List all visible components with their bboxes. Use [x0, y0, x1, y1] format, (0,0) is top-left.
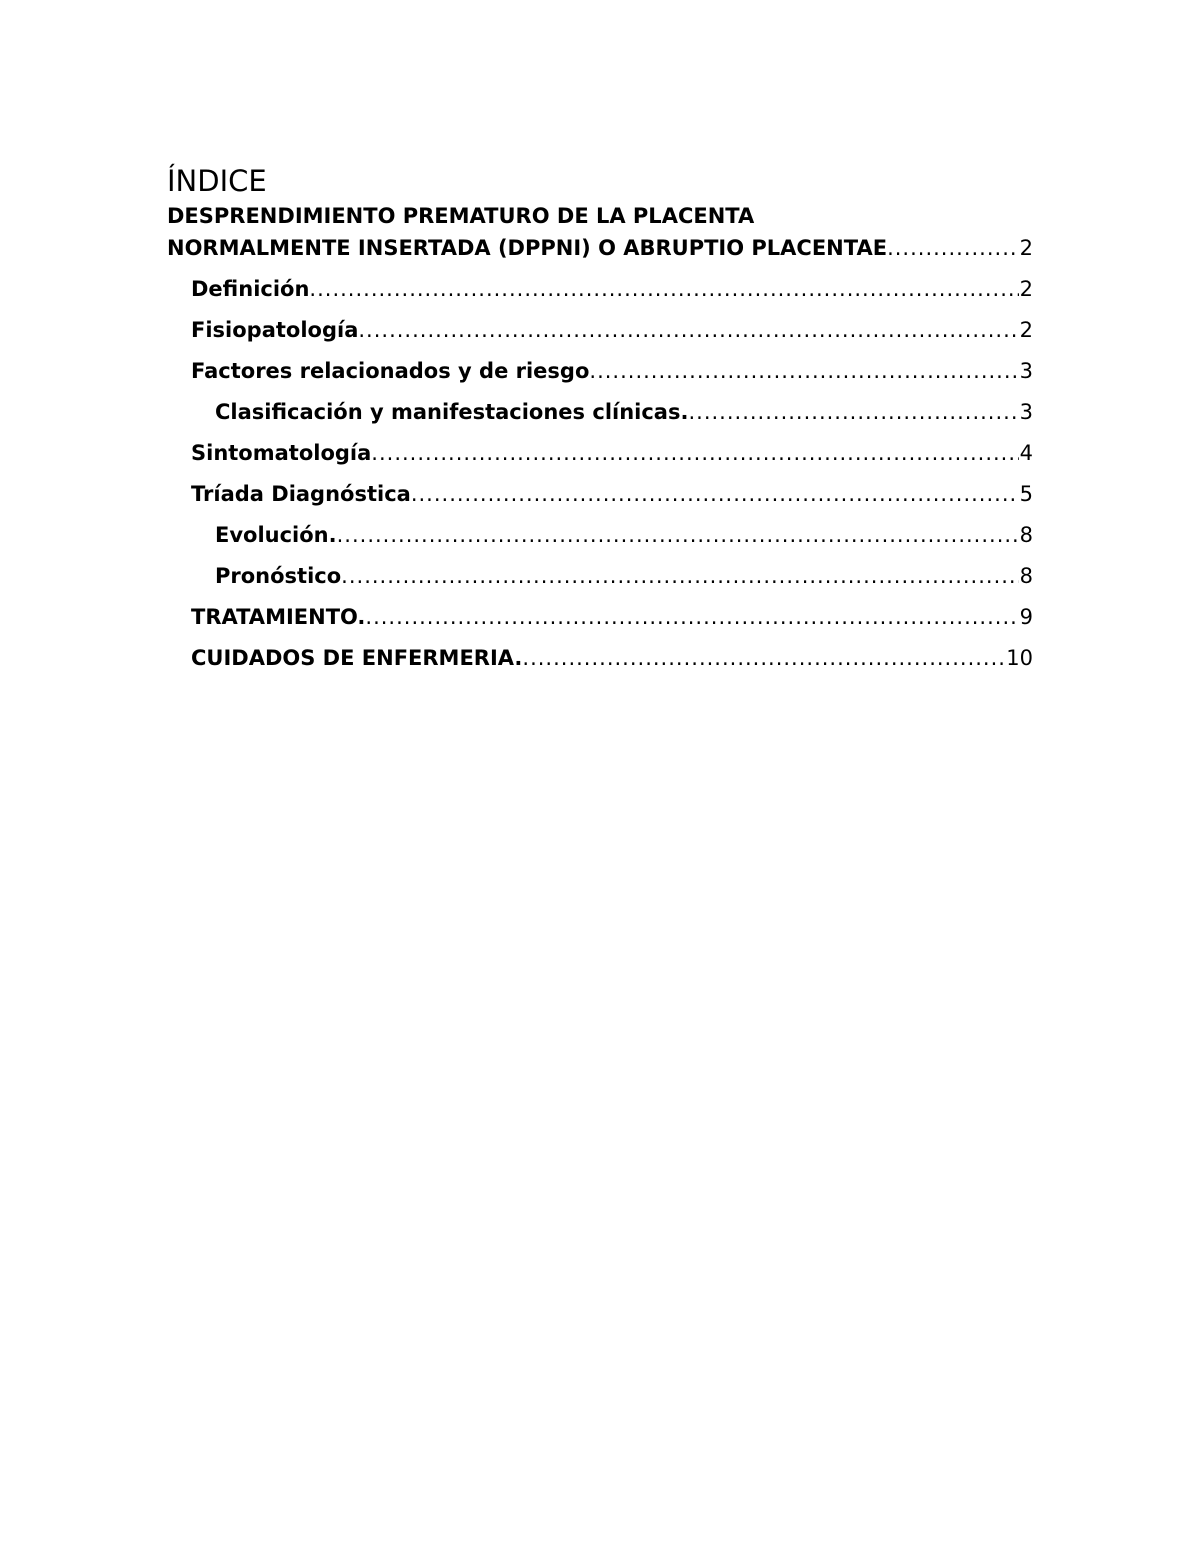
dot-leader [371, 437, 1018, 469]
toc-page-number: 3 [1019, 400, 1033, 424]
toc-entry-label: Factores relacionados y de riesgo [191, 359, 590, 383]
toc-title: ÍNDICE [167, 164, 267, 198]
toc-entry[interactable] [167, 273, 1033, 305]
dot-leader [337, 519, 1019, 551]
toc-entry[interactable] [167, 314, 1033, 346]
dot-leader [365, 601, 1018, 633]
toc-entry-label: Fisiopatología [191, 318, 359, 342]
toc-entry-label: NORMALMENTE INSERTADA (DPPNI) O ABRUPTIO PLACENTAE [167, 236, 888, 260]
toc-entry-label: CUIDADOS DE ENFERMERIA. [191, 646, 523, 670]
toc-page-number: 4 [1019, 441, 1033, 465]
toc-entry[interactable] [167, 478, 1033, 510]
toc-entry-label: Definición [191, 277, 310, 301]
toc-entry-label: Sintomatología [191, 441, 372, 465]
toc-page-number: 3 [1019, 359, 1033, 383]
toc-page-number: 2 [1019, 318, 1033, 342]
table-of-contents [167, 200, 1033, 674]
toc-page-number: 2 [1019, 236, 1033, 260]
dot-leader [309, 273, 1018, 305]
toc-entry[interactable] [167, 560, 1033, 592]
toc-page-number: 8 [1019, 564, 1033, 588]
toc-page-number: 2 [1019, 277, 1033, 301]
dot-leader [341, 560, 1018, 592]
toc-entry-label: Clasificación y manifestaciones clínicas. [215, 400, 689, 424]
dot-leader [589, 355, 1018, 387]
toc-entry[interactable] [167, 355, 1033, 387]
toc-page-number: 8 [1019, 523, 1033, 547]
toc-entry-label: Tríada Diagnóstica [191, 482, 411, 506]
dot-leader [522, 642, 1005, 674]
dot-leader [411, 478, 1019, 510]
dot-leader [358, 314, 1018, 346]
toc-page-number: 9 [1019, 605, 1033, 629]
dot-leader [688, 396, 1018, 428]
toc-entry-heading-line [167, 200, 1033, 232]
toc-entry[interactable] [167, 232, 1033, 264]
dot-leader [887, 232, 1019, 264]
toc-entry[interactable] [167, 601, 1033, 633]
toc-entry[interactable] [167, 437, 1033, 469]
toc-entry-label: Evolución. [215, 523, 337, 547]
toc-entry-label: TRATAMIENTO. [191, 605, 366, 629]
toc-entry-label: Pronóstico [215, 564, 342, 588]
toc-page-number: 5 [1019, 482, 1033, 506]
toc-entry-label: DESPRENDIMIENTO PREMATURO DE LA PLACENTA [167, 204, 755, 228]
toc-page-number: 10 [1006, 646, 1033, 670]
toc-entry[interactable] [167, 519, 1033, 551]
toc-entry[interactable] [167, 642, 1033, 674]
toc-entry[interactable] [167, 396, 1033, 428]
